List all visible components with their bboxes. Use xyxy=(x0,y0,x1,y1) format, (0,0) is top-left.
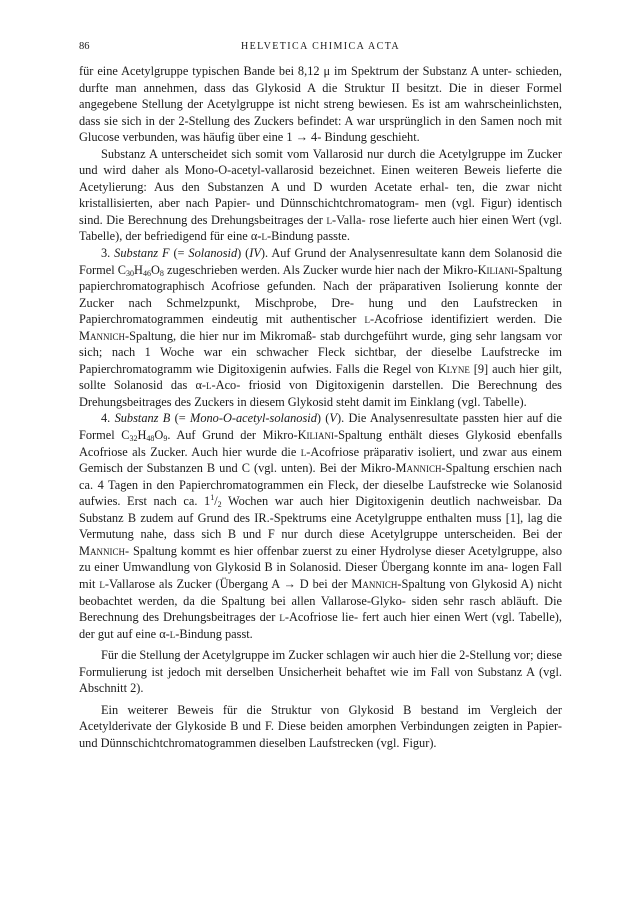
italic-text: Solanosid xyxy=(188,246,238,261)
text-fragment: H xyxy=(137,428,147,443)
small-caps-text: l xyxy=(99,576,105,591)
paragraph-substance-a xyxy=(79,146,562,245)
text-fragment: -Acofriose präparativ xyxy=(306,444,414,459)
text-fragment: zugeschrieben werden. Als Zucker wurde hier nach der xyxy=(163,262,440,277)
text-fragment: ) ( xyxy=(316,411,330,426)
text-line: Beweis lieferte die Acetylierung: Aus den Substanzen A und D wurden Acetate erhal- xyxy=(79,163,562,194)
text-line: Fleck sichtbar, der dieselbe Laufstrecke im Papierchromatogramm wie Digitoxigenin xyxy=(79,345,563,376)
fraction-numerator: 1 xyxy=(210,493,215,503)
text-line: im Zucker und wird daher als Mono-O-acetyl-vallarosid bezeichnet. Einen weiteren xyxy=(79,146,562,178)
small-caps-text: Klyne xyxy=(437,361,470,376)
small-caps-text: l xyxy=(300,444,307,459)
text-fragment: O xyxy=(150,262,160,277)
formula-subscript: 8 xyxy=(159,268,164,278)
text-line: ursprünglich in den Samen noch mit Glucose verbunden, was häufig über eine 1 → 4- xyxy=(79,113,562,145)
text-line: Zuckers in diesem Glykosid steht damit im Einklang (vgl. Tabelle). xyxy=(194,394,527,409)
text-fragment: 4. xyxy=(101,411,115,426)
text-fragment: -Vallarose als Zucker (Übergang A → D bei der xyxy=(104,576,352,591)
text-fragment: auf die Formel C xyxy=(79,411,562,443)
text-line: zu einer Umwandlung von Glykosid B in Solanosid. Dieser Übergang konnte im ana- xyxy=(79,560,509,575)
text-fragment: -Spaltung erschien nach ca. 4 Tagen in den Papierchromatogrammen xyxy=(79,461,562,492)
formula-subscript: 48 xyxy=(146,434,155,444)
italic-text: IV xyxy=(249,246,261,261)
text-fragment: -Aco- xyxy=(211,378,241,393)
body-text xyxy=(79,63,562,751)
text-fragment: Wochen xyxy=(221,494,269,509)
text-fragment: - xyxy=(124,543,130,558)
fraction-denominator: 2 xyxy=(217,500,222,510)
italic-text: Mono-O-acetyl-solanosid xyxy=(190,411,317,426)
text-fragment: logen Fall mit xyxy=(79,560,562,591)
fraction-slash: / xyxy=(214,494,218,509)
small-caps-text: l xyxy=(206,378,212,393)
small-caps-text: l xyxy=(326,212,333,227)
text-line: passte. xyxy=(316,229,350,244)
text-fragment: Solanosid die Formel C xyxy=(79,246,562,277)
text-line: -Valla- xyxy=(332,212,366,227)
small-caps-text: Mannich xyxy=(79,543,125,558)
small-caps-text: Kiliani xyxy=(297,428,335,443)
text-line: dieser Formel angegebene Stellung der Acetylgruppe ist nicht streng bewiesen. Es xyxy=(79,80,563,112)
text-line: vor; diese Formulierung ist jedoch mit derselben Unsicherheit behaftet wie im Fall xyxy=(79,648,562,679)
text-line: schieden, durfte man annehmen, dass das Glykosid A die Struktur II besitzt. Die in xyxy=(79,64,562,95)
text-line: Ein weiterer Beweis für die Struktur von Glykosid B bestand im Vergleich der xyxy=(101,702,562,717)
text-line: men (vgl. Figur) identisch sind. Die Berechnung des Drehungsbeitrages der xyxy=(79,196,562,227)
text-fragment: -Spaltung xyxy=(397,576,446,591)
text-line: stab durchgeführt wurde, ging sehr langsam vor sich; nach 1 Woche war ein schwacher xyxy=(79,328,563,360)
text-fragment: O xyxy=(154,428,164,443)
text-fragment: Mikro- xyxy=(360,461,396,476)
text-line: Spaltung kommt es hier offenbar zuerst zu einer Hydrolyse dieser Acetylgruppe, also xyxy=(133,543,562,558)
text-line: Bindung geschieht. xyxy=(324,130,420,145)
text-fragment: aufwies. Falls die Regel von xyxy=(290,361,438,376)
formula-subscript: 32 xyxy=(129,434,138,444)
text-line: hung und den Laufstrecken in Papierchromatogrammen eindeutig mit authentischer xyxy=(79,295,562,327)
text-fragment: Glykosid ebenfalls Acofriose als Zucker. Auch hier wurde die xyxy=(79,428,562,459)
text-fragment: . Auf Grund der Mikro- xyxy=(167,428,298,443)
small-caps-text: Mannich xyxy=(395,461,442,476)
text-line: ist am wahrscheinlichsten, dass sie sich in der 2-Stellung des Zuckers befindet: A war xyxy=(79,97,563,128)
text-fragment: [9] auch hier gilt, sollte Solanosid das α- xyxy=(79,361,562,393)
text-fragment: 3. xyxy=(101,246,115,261)
small-caps-text: Mannich xyxy=(79,328,125,343)
text-line: friosid von Digitoxigenin darstellen. Die Berechnung des Drehungsbeitrages des xyxy=(79,378,562,409)
journal-title: HELVETICA CHIMICA ACTA xyxy=(240,41,401,52)
text-line: für eine Acetylgruppe typischen Bande bei 8,12 μ im Spektrum der Substanz A unter- xyxy=(79,64,512,78)
text-fragment: (= xyxy=(169,246,189,261)
text-fragment: -Acofriose lie- xyxy=(284,610,359,625)
text-line: präparativen Isolierung konnte der Zucker nach Schmelzpunkt, Mischprobe, Dre- xyxy=(79,279,562,310)
text-fragment: Mikro- xyxy=(442,262,478,277)
formula-subscript: 30 xyxy=(126,268,135,278)
text-fragment: -Bindung xyxy=(266,229,314,244)
small-caps-text: Kiliani xyxy=(477,262,514,277)
paragraph-substance-f xyxy=(79,245,562,410)
formula-subscript: 9 xyxy=(163,434,168,444)
page-number: 86 xyxy=(79,41,90,52)
text-fragment: H xyxy=(134,262,143,277)
text-line: in Papier- und Dünnschichtchromatogrammen dieselben Laufstrecken (vgl. Figur). xyxy=(79,719,562,750)
text-fragment: -Acofriose identifiziert werden. Die xyxy=(370,312,562,327)
small-caps-text: l xyxy=(279,610,285,625)
text-fragment: dass sich B und F nur durch diese Acetylgruppe unterscheiden. Bei der xyxy=(173,527,562,542)
text-fragment: -Spaltung papierchromatographisch Acofriose gefunden. Nach der xyxy=(79,262,562,294)
paragraph-acetyl-position xyxy=(79,63,562,146)
text-line: rose lieferte auch hier einen Wert (vgl. Tabelle), der befriedigend für eine xyxy=(79,212,562,244)
text-fragment: ) ( xyxy=(237,246,250,261)
text-fragment: -Spaltung enthält dieses xyxy=(334,428,459,443)
small-caps-text: Mannich xyxy=(351,576,398,591)
text-fragment: fert auch hier einen Wert (vgl. Tabelle), der gut auf eine α- xyxy=(79,610,562,641)
text-line: Substanz A unterscheidet sich somit vom Vallarosid nur durch die Acetylgruppe xyxy=(101,146,506,161)
text-line: des IR.-Spektrums eine Acetylgruppe enthalten muss [1], lag die Vermutung nahe, xyxy=(79,510,562,542)
text-fragment: ). Die Analysenresultate passten hier xyxy=(336,411,523,426)
text-fragment: ). Auf Grund der Analysenresultate kann dem xyxy=(260,246,491,261)
text-line: Acetylderivate der Glykoside B und F. Diese beiden amorphen Verbindungen zeigten xyxy=(79,719,509,734)
text-line: von Substanz A (vgl. Abschnitt 2). xyxy=(79,664,562,696)
text-fragment: α- xyxy=(250,229,262,244)
small-caps-text: l xyxy=(364,312,370,327)
italic-text: Substanz B xyxy=(114,411,171,426)
text-fragment: (= xyxy=(170,411,191,426)
text-line: war auch hier Digitoxigenin deutlich nachweisbar. Da Substanz B zudem auf Grund xyxy=(79,494,562,525)
italic-text: Substanz F xyxy=(114,246,170,261)
text-fragment: ein Fleck, der dieselbe Laufstrecke wie Solanosid aufwies. Erst nach ca. 1 xyxy=(79,477,562,509)
paragraph-further-proof xyxy=(79,702,562,752)
text-fragment: -Spaltung, die hier nur im Mikromaß- xyxy=(124,328,317,343)
text-line: ten, die zwar nicht kristallisierten, aber nach Papier- und Dünnschichtchromatogram- xyxy=(79,179,562,211)
italic-text: V xyxy=(329,411,337,426)
small-caps-text: l xyxy=(169,626,176,641)
formula-subscript: 46 xyxy=(142,268,151,278)
text-line: isoliert, und zwar aus einem Gemisch der Substanzen B und C (vgl. unten). Bei der xyxy=(79,444,562,476)
text-line: von Glykosid A) nicht beobachtet werden, da die Spaltung bei allen Vallarose-Glyko- xyxy=(79,576,562,608)
text-line: Für die Stellung der Acetylgruppe im Zucker schlagen wir auch hier die 2-Stellung xyxy=(101,648,511,663)
paragraph-acetyl-2-position xyxy=(79,647,562,697)
text-fragment: siden sehr rasch abläuft. Die Berechnung des Drehungsbeitrages der xyxy=(79,593,563,625)
small-caps-text: l xyxy=(261,229,267,244)
text-fragment: -Bindung passt. xyxy=(175,626,253,641)
paragraph-substance-b xyxy=(79,410,562,642)
running-head xyxy=(79,40,562,54)
